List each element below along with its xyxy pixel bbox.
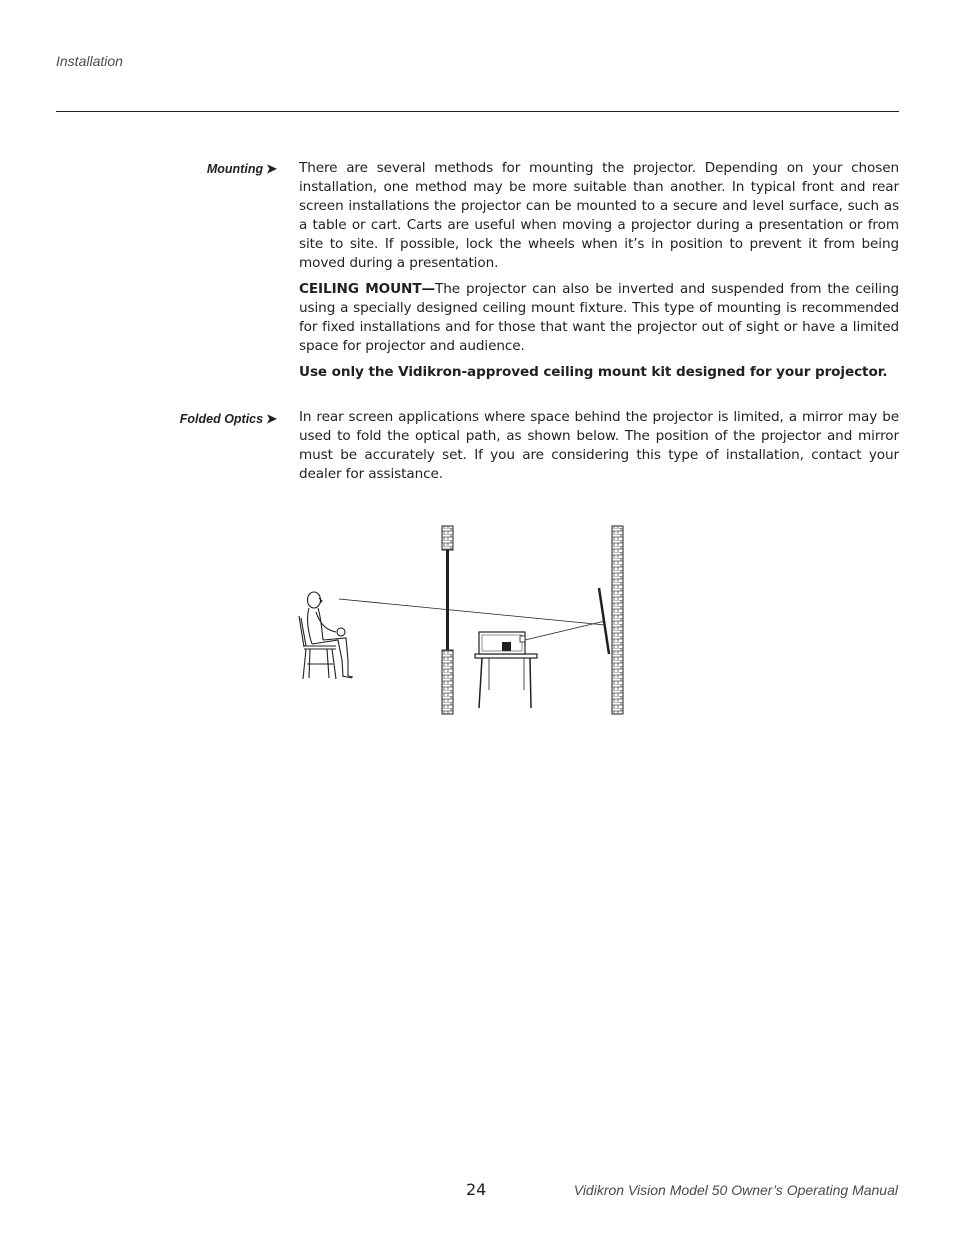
projector (479, 632, 525, 654)
folded-optics-illustration (296, 522, 646, 718)
mounting-label-text: Mounting (206, 162, 264, 176)
rear-screen (446, 550, 449, 650)
folded-optics-body (299, 408, 899, 491)
back-wall (612, 526, 623, 714)
folded-optics-paragraph: In rear screen applications where space behind the projector is limited, a mirror may be used to fold the optical path, as shown below. The position of the projector and mirror must be accurately set. If you are considering this type of installation, contact your dealer for assistance. (299, 409, 899, 482)
screen-wall-lower (442, 650, 453, 714)
seated-viewer (299, 592, 353, 679)
ceiling-mount-lead: CEILING MOUNT— (299, 281, 436, 297)
page-number: 24 (466, 1180, 487, 1199)
screen-wall-upper (442, 526, 453, 550)
running-header: Installation (56, 53, 123, 69)
mounting-paragraph: There are several methods for mounting the projector. Depending on your chosen installation, one method may be more suitable than another. In typical front and rear screen installations the projector can be mounted to a secure and level surface, such as a table or cart. Carts are useful when moving a projector during a presentation or from site to site. If possible, lock the wheels when it’s in position to prevent it from being moved during a presentation. (299, 160, 899, 271)
light-path-projector (525, 621, 605, 640)
arrow-right-icon: ➤ (266, 411, 277, 426)
folded-optics-side-label (47, 411, 277, 427)
manual-title: Vidikron Vision Model 50 Owner’s Operating Manual (573, 1182, 898, 1198)
light-path-viewer (339, 599, 605, 625)
ceiling-mount-text: The projector can also be inverted and suspended from the ceiling using a specially designed ceiling mount fixture. This type of mounting is recommended for fixed installations and for those that want the projector out of sight or have a limited space for projector and audience. (299, 281, 899, 354)
mounting-body (299, 159, 899, 389)
header-rule (56, 111, 899, 112)
ceiling-mount-warning: Use only the Vidikron-approved ceiling mount kit designed for your projector. (299, 364, 888, 380)
mounting-side-label (47, 161, 277, 177)
ceiling-mount-paragraph (299, 280, 899, 356)
projector-table (475, 654, 537, 708)
arrow-right-icon: ➤ (266, 161, 277, 176)
folded-optics-label-text: Folded Optics (179, 412, 264, 426)
